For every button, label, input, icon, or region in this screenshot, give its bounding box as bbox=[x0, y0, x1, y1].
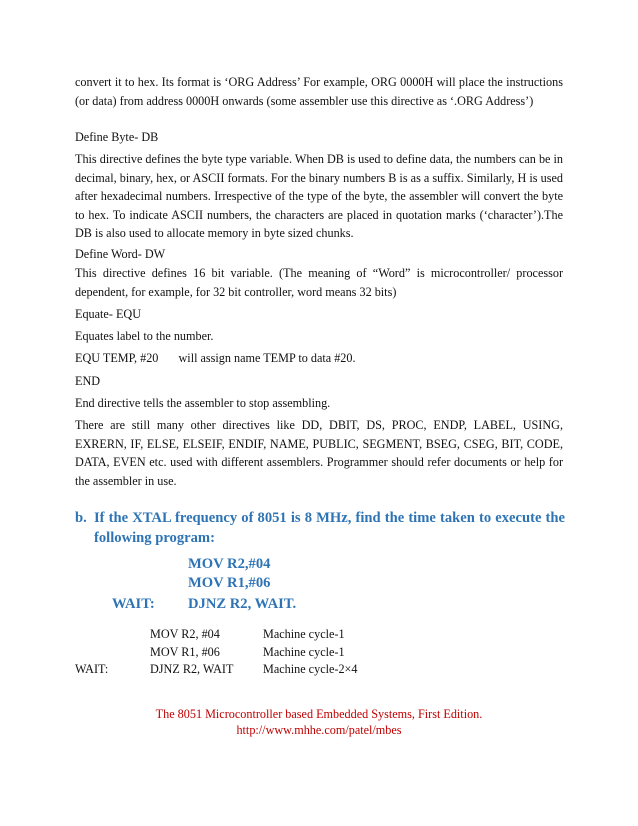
program-wait-label: WAIT: bbox=[112, 596, 155, 612]
cycle-row-2-instruction: MOV R1, #06 bbox=[150, 645, 220, 659]
other-directives-paragraph: There are still many other directives like DD, DBIT, DS, PROC, ENDP, LABEL, USING, EXRERN, IF, ELSE, ELSEIF, ENDIF, NAME, PUBLIC, SEGMENT, BSEG, CSEG, BIT, CODE, DATA, EVEN etc. used with different assemblers. Programmer should refer documents or help for the assembler in use. bbox=[75, 418, 563, 488]
equ-paragraph: Equates label to the number. bbox=[75, 329, 214, 343]
db-paragraph: This directive defines the byte type variable. When DB is used to define data, the numbers can be in decimal, binary, hex, or ASCII formats. For the binary numbers B is as a suffix. Similarly, H is used after hexadecimal numbers. Irrespective of the type of the byte, the assembler will convert the byte to hex. To indicate ASCII numbers, the characters are placed in quotation marks (‘character’).The DB is also used to allocate memory in byte sized chunks. bbox=[75, 152, 563, 240]
cycle-row-3-instruction: DJNZ R2, WAIT bbox=[150, 662, 234, 676]
cycle-row-2-cycle: Machine cycle-1 bbox=[263, 645, 345, 659]
program-line-2: MOV R1,#06 bbox=[188, 575, 271, 591]
equ-example-desc: will assign name TEMP to data #20. bbox=[178, 351, 356, 365]
end-heading: END bbox=[75, 374, 101, 388]
db-heading: Define Byte- DB bbox=[75, 130, 159, 144]
program-line-3: DJNZ R2, WAIT. bbox=[188, 596, 297, 612]
question-heading bbox=[75, 508, 565, 548]
program-line-1: MOV R2,#04 bbox=[188, 556, 271, 572]
cycle-row-1-instruction: MOV R2, #04 bbox=[150, 627, 220, 641]
cycle-row-1-cycle: Machine cycle-1 bbox=[263, 627, 345, 641]
end-paragraph: End directive tells the assembler to stop assembling. bbox=[75, 396, 331, 410]
cycle-row-3-cycle: Machine cycle-2×4 bbox=[263, 662, 358, 676]
equ-example-code: EQU TEMP, #20 bbox=[75, 351, 159, 365]
equ-heading: Equate- EQU bbox=[75, 307, 141, 321]
footer-book-title: The 8051 Microcontroller based Embedded Systems, First Edition. bbox=[155, 707, 483, 721]
footer-url: http://www.mhhe.com/patel/mbes bbox=[236, 723, 402, 737]
cycle-row-3-label: WAIT: bbox=[75, 662, 109, 676]
org-continuation-paragraph: convert it to hex. Its format is ‘ORG Address’ For example, ORG 0000H will place the instructions (or data) from address 0000H onwards (some assembler use this directive as ‘.ORG Address’) bbox=[75, 75, 563, 108]
dw-heading: Define Word- DW bbox=[75, 247, 166, 261]
question-label: b. bbox=[75, 510, 87, 526]
equ-example bbox=[75, 349, 356, 368]
question-text: If the XTAL frequency of 8051 is 8 MHz, find the time taken to execute the following program: bbox=[94, 510, 565, 546]
dw-paragraph: This directive defines 16 bit variable. (The meaning of “Word” is microcontroller/ processor dependent, for example, for 32 bit controller, word means 32 bits) bbox=[75, 266, 563, 299]
